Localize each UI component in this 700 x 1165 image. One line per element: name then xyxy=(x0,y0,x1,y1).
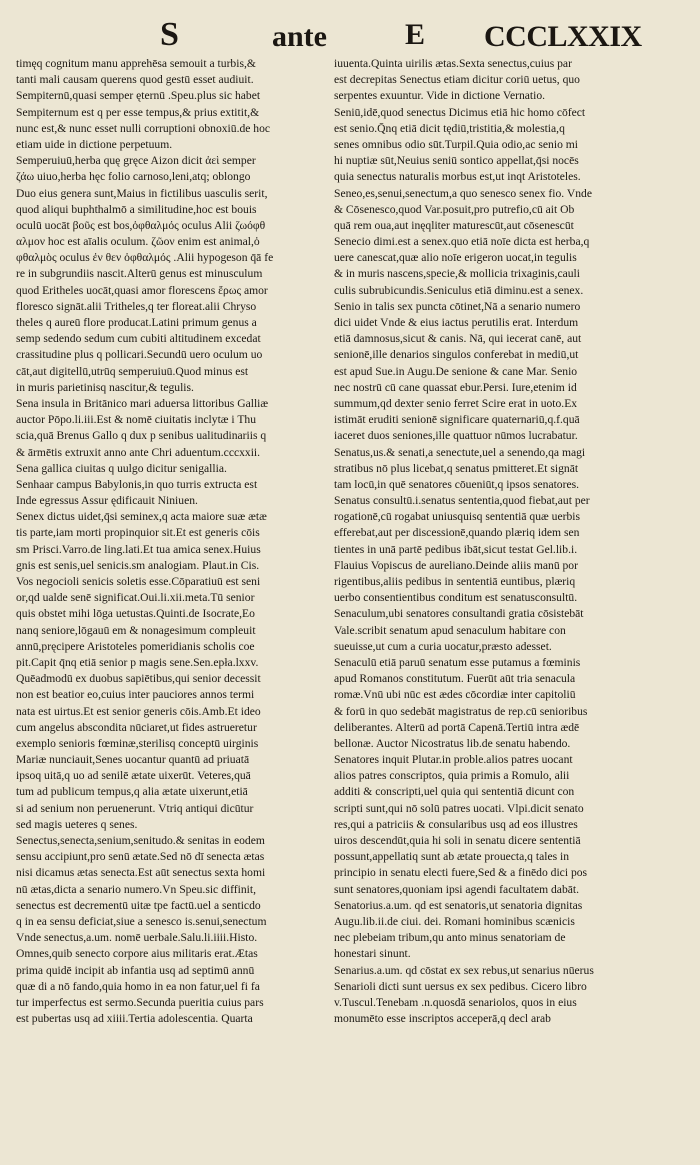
text-line: uiros descendūt,quia hi soli in senatu dicere sententiā xyxy=(334,834,581,847)
folio-number: CCCLXXIX xyxy=(484,20,642,53)
text-line: auctor Pōpo.li.iii.Est & nomē ciuitatis inclytæ i Thu xyxy=(16,413,257,427)
text-line: ζάω uiuo,herba hęc folio carnoso,leni,atq; oblongo xyxy=(16,170,251,184)
text-line: stratibus nō plus licebat,q senatus pmitteret.Et signāt xyxy=(334,461,579,475)
text-line: efferebat,aut per discessionē,quando plæriq idem sen xyxy=(334,526,580,540)
text-line: senes omnibus odio sūt.Turpil.Quia odio,ac senio mi xyxy=(334,137,579,151)
text-line: iaceret duos seniones,ille quattuor nūmos lucrabatur. xyxy=(334,429,578,443)
text-line: nec nostrū cū cane quassat ebur.Persi. Iure,etenim id xyxy=(334,380,577,394)
text-line: non est beatior eo,cuius inter pauciores annos termi xyxy=(16,688,255,702)
text-line: culis subrubicundis.Seniculus etiā diminu.est a senex. xyxy=(334,283,584,297)
text-line: Senarius.a.um. qd cōstat ex sex rebus,ut senarius nūerus xyxy=(334,963,594,977)
text-line: uere canescat,quæ alio noīe erigeron uocat,in tegulis xyxy=(334,251,577,265)
text-line: nec plebeiam tribum,qu anto minus senatoriam de xyxy=(334,931,566,945)
text-line: Augu.lib.ii.de ciui. dei. Romani hominibus scænicis xyxy=(334,914,575,928)
text-line: scripti sunt,qui nō solū patres uocati. Vlpi.dicit senato xyxy=(334,801,584,815)
text-line: Semperuiuū,herba quę gręce Aizon dicit ἀεὶ semper xyxy=(16,154,256,168)
text-line: deliberantes. Alterū ad portā Capenā.Tertiū intra ædē xyxy=(334,720,580,734)
text-line: Omnes,quib senecto corpore aius militaris erat.Ætas xyxy=(16,947,258,961)
text-line: bellonæ. Auctor Nicostratus lib.de senatu habendo. xyxy=(334,736,571,750)
text-line: principio in senatu electi fuere,Sed & a finēdo dici pos xyxy=(334,866,588,880)
text-line: quod aliqui buphthalmō a similitudine,hoc est bouis xyxy=(16,202,257,216)
text-line: Senaculū etiā paruū senatum esse putamus a fœminis xyxy=(334,655,581,669)
text-line: nanq seniore,lōgauū em & nonagesimum compleuit xyxy=(16,623,256,637)
text-line: quia senectus naturalis morbus est,ut inqt Aristoteles. xyxy=(334,170,581,184)
text-line: nisi dicamus ætas senecta.Est aūt senectus sexta homi xyxy=(16,866,266,880)
text-line: quod Eritheles uocāt,quasi amor florescens ἔρως amor xyxy=(16,283,268,297)
text-line: αλμον hoc est aīalis oculum. ζῶον enim est animal,ὀ xyxy=(16,235,260,249)
text-line: oculū uocāt βοῦς est bos,ὀφθαλμός oculus Alii ζωόφθ xyxy=(16,218,266,232)
text-line: tum ad publicum tempus,q alia ætate uixerunt,etiā xyxy=(16,785,248,799)
text-line: summum,qd dexter senio ferret Scire erat in uoto.Ex xyxy=(334,396,578,410)
text-line: sed magis ueteres q senes. xyxy=(16,817,138,831)
text-line: Senarioli dicti sunt uersus ex sex pedibus. Cicero libro xyxy=(334,979,587,993)
text-line: istimāt eruditi senionē significare quaternariū,q.f.quā xyxy=(334,413,580,427)
text-line: nunc est,& nunc esset nulli corruptioni obnoxiū.de hoc xyxy=(16,121,271,135)
text-line: v.Tuscul.Tenebam .n.quosdā senariolos, quos in eius xyxy=(334,995,577,1009)
text-line: Flauius Vopiscus de aureliano.Deinde aliis manū por xyxy=(334,558,578,572)
text-line: Sempiternū,quasi semper ęternū .Speu.plus sic habet xyxy=(16,89,261,103)
text-line: si ad senium non peruenerunt. Vtriq antiqui dicūtur xyxy=(16,801,254,815)
text-line: iuuenta.Quinta uirilis ætas.Sexta senectus,cuius par xyxy=(334,57,572,70)
text-line: est pubertas usq ad xiiii.Tertia adolescentia. Quarta xyxy=(16,1012,253,1026)
text-line: Senhaar campus Babylonis,in quo turris extructa est xyxy=(16,477,258,491)
text-line: hi nuptiæ sūt,Neuius seniū sontico appellat,q̄si nocēs xyxy=(334,154,579,168)
text-line: tis parte,iam morti propinquior sit.Et est generis cōis xyxy=(16,526,260,540)
running-head-word: ante xyxy=(272,20,327,53)
text-line: q in ea sensu deficiat,siue a senesco is.senui,senectum xyxy=(16,914,267,928)
text-line: cum angelus abscondita nūciaret,ut fides astrueretur xyxy=(16,720,257,734)
text-line: & forū in quo sedebāt magistratus de rep.cū senioribus xyxy=(334,704,588,718)
text-line: semp sedendo sedum cum cubiti altitudinem excedat xyxy=(16,332,261,346)
text-line: Senaculum,ubi senatores consultandi gratia cōsistebāt xyxy=(334,607,584,621)
text-line: Seneo,es,senui,senectum,a quo senesco senex fio. Vnde xyxy=(334,186,593,200)
text-line: floresco signāt.alii Tritheles,q ter floreat.alii Chryso xyxy=(16,299,257,313)
text-line: Vnde senectus,a.um. nomē uerbale.Salu.li.iiii.Histo. xyxy=(16,931,258,945)
text-line: Vos negocioli senicis soletis esse.Cōparatiuū est seni xyxy=(16,575,261,588)
text-line: alios patres conscriptos, quia primis a Romulo, alii xyxy=(334,769,570,783)
text-line: sueuisse,ut cum a curia uocatur,præsto adesset. xyxy=(334,639,552,653)
text-line: rogationē,cū rogabat uniusquisq sententiā quæ uerbis xyxy=(334,510,580,524)
text-line: scia,quā Brenus Gallo q dux p senibus ualitudinariis q xyxy=(16,429,267,443)
text-line: Duo eius genera sunt,Maius in fictilibus uasculis serit, xyxy=(16,186,268,200)
text-line: gnis est senis,uel senicis.sm analogiam. Plaut.in Cis. xyxy=(16,558,260,572)
text-line: est decrepitas Senectus etiam dicitur coriū uetus, quo xyxy=(334,73,580,87)
text-line: tur imperfectus est sermo.Secunda pueritia cuius pars xyxy=(16,995,264,1009)
text-line: Sena insula in Britānico mari aduersa littoribus Galliæ xyxy=(16,396,269,410)
text-line: Senio in talis sex puncta cōtinet,Nā a senario numero xyxy=(334,299,581,313)
signature-mark-right: E xyxy=(405,18,426,51)
text-line: nū ætas,dicta a senario numero.Vn Speu.sic diffinit, xyxy=(16,882,256,896)
right-text-column xyxy=(334,56,652,1027)
text-line: Senex dictus uidet,q̄si seminex,q acta maiore suæ ætæ xyxy=(16,510,267,524)
text-line: timęq cognitum manu apprehēsa semouit a turbis,& xyxy=(16,57,256,70)
text-line: sm Prisci.Varro.de ling.lati.Et tua amica senex.Huius xyxy=(16,542,261,556)
signature-mark-left: S xyxy=(160,16,179,53)
text-line: additi & conscripti,uel quia qui sententiā dicunt con xyxy=(334,785,575,799)
text-line: Senatores inquit Plutar.in proble.alios patres uocant xyxy=(334,753,573,767)
text-line: etiā damnosus,sicut & canis. Nā, qui iecerat canē, aut xyxy=(334,332,582,346)
text-line: Senecio dimi.est a senex.quo etiā noīe dicta est herba,q xyxy=(334,235,590,249)
text-line: tanti mali causam querens quod gestū esset audiuit. xyxy=(16,73,254,87)
text-line: exemplo senioris fœminæ,sterilisq conceptū uirginis xyxy=(16,736,259,750)
text-line: theles q aureū flore producat.Latini primum genus a xyxy=(16,316,257,329)
text-line: nata est uirtus.Et est senior generis cōis.Amb.Et ideo xyxy=(16,704,261,718)
text-line: & Cōsenesco,quod Var.posuit,pro putrefio,cū ait Ob xyxy=(334,202,575,216)
text-line: cāt,aut digitellū,utrūq semperuiuū.Quod minus est xyxy=(16,364,249,378)
text-line: Sena gallica ciuitas q uulgo dicitur senigallia. xyxy=(16,461,227,475)
text-line: apud Romanos constitutum. Fuerūt aūt tria senacula xyxy=(334,672,576,686)
text-line: Inde egressus Assur ędificauit Niniuen. xyxy=(16,494,198,508)
text-line: or,qd ualde senē significat.Oui.li.xii.meta.Tū senior xyxy=(16,591,255,605)
text-line: ipsoq uitā,q uo ad senilē ætate uixerūt. Veteres,quā xyxy=(16,769,251,783)
text-line: Senectus,senecta,senium,senitudo.& senitas in eodem xyxy=(16,834,265,847)
text-line: Quēadmodū ex duobus sapiētibus,qui senior decessit xyxy=(16,672,261,686)
running-header xyxy=(0,14,700,54)
text-line: est apud Sue.in Augu.De senione & cane Mar. Senio xyxy=(334,364,578,378)
text-line: in muris parietinisq nascitur,& tegulis. xyxy=(16,380,194,394)
text-line: honestari sinunt. xyxy=(334,947,411,961)
text-line: romæ.Vnū ubi nūc est ædes cōcordiæ inter capitoliū xyxy=(334,688,576,702)
text-line: dici uidet Vnde & eius iactus perutilis erat. Interdum xyxy=(334,316,579,329)
text-line: sunt senatores,quoniam ipsi agendi facultatem dabāt. xyxy=(334,882,580,896)
text-line: annū,pręcipere Aristoteles pomeridianis scholis coe xyxy=(16,639,255,653)
text-line: pit.Capit q̄nq etiā senior p magis sene.Sen.epła.lxxv. xyxy=(16,655,259,669)
text-line: & ārmētis extruxit anno ante Chri aduentum.cccxxii. xyxy=(16,445,261,459)
text-line: senectus est decrementū uitæ tpe factū.uel a senticdo xyxy=(16,898,261,912)
text-line: etiam uide in dictione perpetuum. xyxy=(16,137,173,151)
text-line: Sempiternum est q per esse tempus,& prius extitit,& xyxy=(16,105,260,119)
text-line: crassitudine plus q pollicari.Secundū uero oculum uo xyxy=(16,348,263,362)
text-line: Vale.scribit senatum apud senaculum habitare con xyxy=(334,623,566,637)
text-line: φθαλμὸς oculus ἐν θεν ὀφθαλμός .Alii hypogeson q̄ā fe xyxy=(16,251,274,265)
text-line: quā rem oua,aut inęqliter maturescūt,aut cōsenescūt xyxy=(334,218,574,232)
text-line: Mariæ nunciauit,Senes uocantur quantū ad priuatā xyxy=(16,753,250,767)
text-line: & in muris nascens,specie,& mollicia trixaginis,cauli xyxy=(334,267,580,281)
text-line: Senatorius.a.um. qd est senatoris,ut senatoria dignitas xyxy=(334,898,583,912)
text-line: Seniū,idē,quod senectus Dicimus etiā hic homo cōfect xyxy=(334,105,586,119)
text-line: uerbo consentientibus conditum est senatusconsultū. xyxy=(334,591,578,605)
text-line: serpentes exuuntur. Vide in dictione Vernatio. xyxy=(334,89,546,103)
text-line: re in subgrundiis nascit.Alterū genus est minusculum xyxy=(16,267,263,281)
text-line: quis obstet mihi lōga uetustas.Quinti.de Isocrate,Eo xyxy=(16,607,255,621)
text-line: tientes in unā partē pedibus ibāt,sicut testat Gel.lib.i. xyxy=(334,542,578,556)
text-line: possunt,appellatiq sunt ab ætate prouecta,q tales in xyxy=(334,850,570,864)
left-text-column xyxy=(16,56,334,1027)
text-line: tam locū,in quē senatores cōueniūt,q ipsos senatores. xyxy=(334,477,580,491)
text-line: senionē,ille denarios singulos conferebat in mediū,ut xyxy=(334,348,579,362)
text-line: quæ di a nō fando,quia homo in ea non fatur,uel fi fa xyxy=(16,979,260,993)
text-line: res,qui a patriciis & consularibus usq ad eos illustres xyxy=(334,817,578,831)
text-line: rigentibus,aliis pedibus in sententiā euntibus, plæriq xyxy=(334,575,576,588)
text-line: monumēto esse inscriptos acceperā,q decl arab xyxy=(334,1012,551,1026)
text-line: prima quidē incipit ab infantia usq ad septimū annū xyxy=(16,963,255,977)
text-line: Senatus,us.& senati,a senectute,uel a senendo,qa magi xyxy=(334,445,586,459)
text-line: sensu accipiunt,pro senū ætate.Sed nō dī senecta ætas xyxy=(16,850,265,864)
text-line: Senatus consultū.i.senatus sententia,quod fiebat,aut per xyxy=(334,494,590,508)
text-line: est senio.Q̄nq etiā dicit tędiū,tristitia,& molestia,q xyxy=(334,121,565,135)
